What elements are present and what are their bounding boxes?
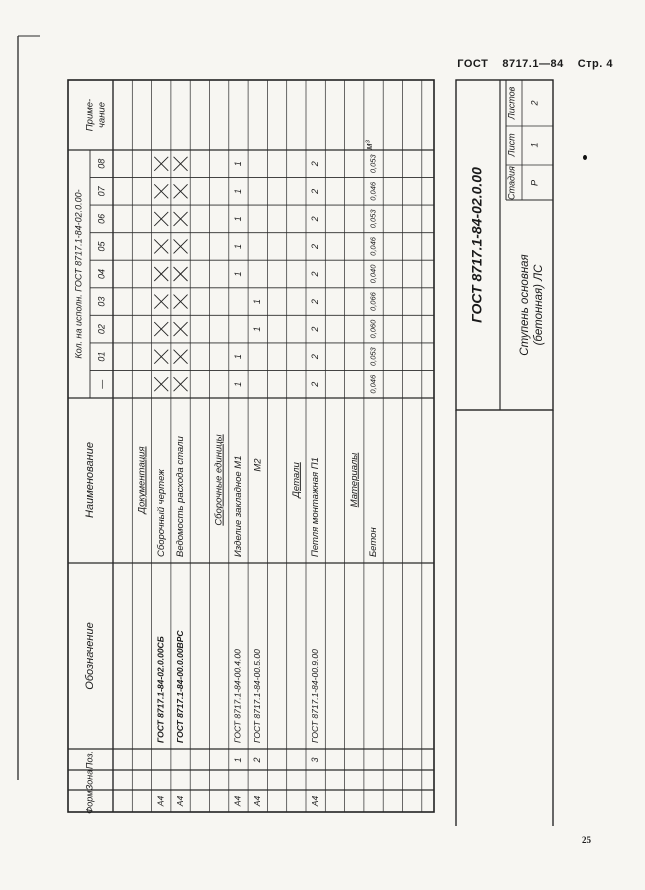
row-section-title: Сборочные единицы bbox=[213, 434, 225, 526]
row-designation: ГОСТ 8717.1-84-00.0.00ВРС bbox=[174, 630, 185, 743]
column-format: Форм. bbox=[84, 788, 95, 814]
column-note: чание bbox=[96, 102, 108, 128]
row-designation: ГОСТ 8717.1-84-00.9.00 bbox=[309, 649, 320, 743]
doc-title: (бетонная) ЛС bbox=[533, 264, 546, 346]
header-number: 8717.1—84 bbox=[502, 58, 564, 70]
column-designation: Обозначение bbox=[83, 622, 96, 690]
header-standard: ГОСТ bbox=[457, 58, 489, 70]
qty-value: 1 bbox=[232, 271, 243, 277]
doc-number: ГОСТ 8717.1-84-02.0.00 bbox=[468, 167, 485, 323]
qty-value: 2 bbox=[310, 188, 321, 194]
row-format: А4 bbox=[155, 795, 166, 807]
qty-value: 0,053 bbox=[368, 154, 378, 174]
qty-value: 0,060 bbox=[368, 319, 378, 339]
row-format: А4 bbox=[252, 795, 262, 807]
column-position: Поз. bbox=[84, 750, 95, 770]
qty-value: 1 bbox=[232, 188, 243, 194]
row-name: Бетон bbox=[368, 527, 380, 557]
row-unit: м³ bbox=[363, 140, 374, 150]
row-format: А4 bbox=[232, 795, 243, 807]
sheets-label: Листов bbox=[506, 86, 517, 120]
column-zone: Зона bbox=[84, 769, 95, 791]
qty-value: 2 bbox=[310, 299, 321, 305]
row-format: А4 bbox=[174, 795, 185, 807]
qty-value: 2 bbox=[310, 381, 321, 387]
qty-value: 0,046 bbox=[368, 181, 378, 201]
row-designation: ГОСТ 8717.1-84-00.4.00 bbox=[232, 649, 243, 743]
qty-value: 2 bbox=[310, 271, 321, 277]
variant-header: 04 bbox=[96, 268, 107, 280]
qty-value: 2 bbox=[310, 326, 321, 332]
qty-value: 2 bbox=[310, 243, 321, 249]
variant-header: 08 bbox=[96, 158, 107, 169]
row-position: 3 bbox=[310, 757, 321, 763]
stage-label: Стадия bbox=[506, 166, 517, 200]
stage-value: Р bbox=[529, 179, 540, 187]
qty-value: 0,046 bbox=[368, 374, 378, 394]
table-frame bbox=[68, 80, 434, 812]
row-format: А4 bbox=[309, 795, 320, 807]
qty-value: 0,053 bbox=[368, 209, 378, 229]
variant-header: — bbox=[96, 379, 107, 389]
qty-value: 2 bbox=[310, 354, 321, 360]
sheet-value: 1 bbox=[529, 142, 540, 148]
row-position: 2 bbox=[252, 757, 263, 763]
row-section-title: Документация bbox=[136, 446, 148, 514]
row-name: Петля монтажная П1 bbox=[310, 457, 322, 557]
qty-value: 0,040 bbox=[368, 264, 378, 284]
row-position: 1 bbox=[232, 757, 243, 763]
qty-value: 1 bbox=[232, 243, 243, 249]
variant-header: 03 bbox=[96, 296, 107, 307]
sheets-value: 2 bbox=[529, 100, 540, 106]
qty-value: 1 bbox=[232, 216, 243, 222]
qty-value: 1 bbox=[232, 354, 243, 360]
qty-value: 2 bbox=[310, 216, 321, 222]
variant-header: 05 bbox=[96, 241, 107, 252]
row-name: Сборочный чертеж bbox=[155, 469, 167, 557]
doc-title: Ступень основная bbox=[519, 254, 532, 356]
sheet-label: Лист bbox=[506, 133, 517, 157]
row-section-title: Детали bbox=[290, 462, 302, 498]
row-designation: ГОСТ 8717.1-84-00.5.00 bbox=[252, 649, 262, 743]
variant-header: 01 bbox=[96, 351, 107, 362]
qty-value: 0,046 bbox=[368, 237, 378, 256]
column-name: Наименование bbox=[83, 442, 96, 518]
row-name: М2 bbox=[252, 458, 264, 472]
column-note: Приме- bbox=[84, 98, 96, 132]
ink-dot bbox=[583, 155, 587, 160]
page-number: 25 bbox=[582, 835, 591, 845]
qty-value: 2 bbox=[310, 161, 321, 167]
row-designation: ГОСТ 8717.1-84-02.0.00СБ bbox=[155, 636, 166, 743]
qty-value: 0,053 bbox=[368, 347, 378, 367]
qty-value: 1 bbox=[252, 299, 263, 305]
row-section-title: Материалы bbox=[348, 452, 360, 508]
column-qty-title: Кол. на исполн. ГОСТ 8717.1-84-02.0.00- bbox=[73, 189, 84, 359]
variant-header: 07 bbox=[96, 186, 107, 197]
qty-value: 1 bbox=[232, 161, 243, 167]
variant-header: 06 bbox=[96, 213, 107, 224]
qty-value: 0,066 bbox=[368, 292, 378, 311]
row-name: Ведомость расхода стали bbox=[175, 436, 187, 557]
variant-header: 02 bbox=[96, 324, 107, 335]
qty-value: 1 bbox=[252, 326, 263, 332]
row-name: Изделие закладное М1 bbox=[232, 455, 244, 557]
header-page-label: Стр. 4 bbox=[577, 58, 613, 70]
qty-value: 1 bbox=[232, 381, 243, 387]
